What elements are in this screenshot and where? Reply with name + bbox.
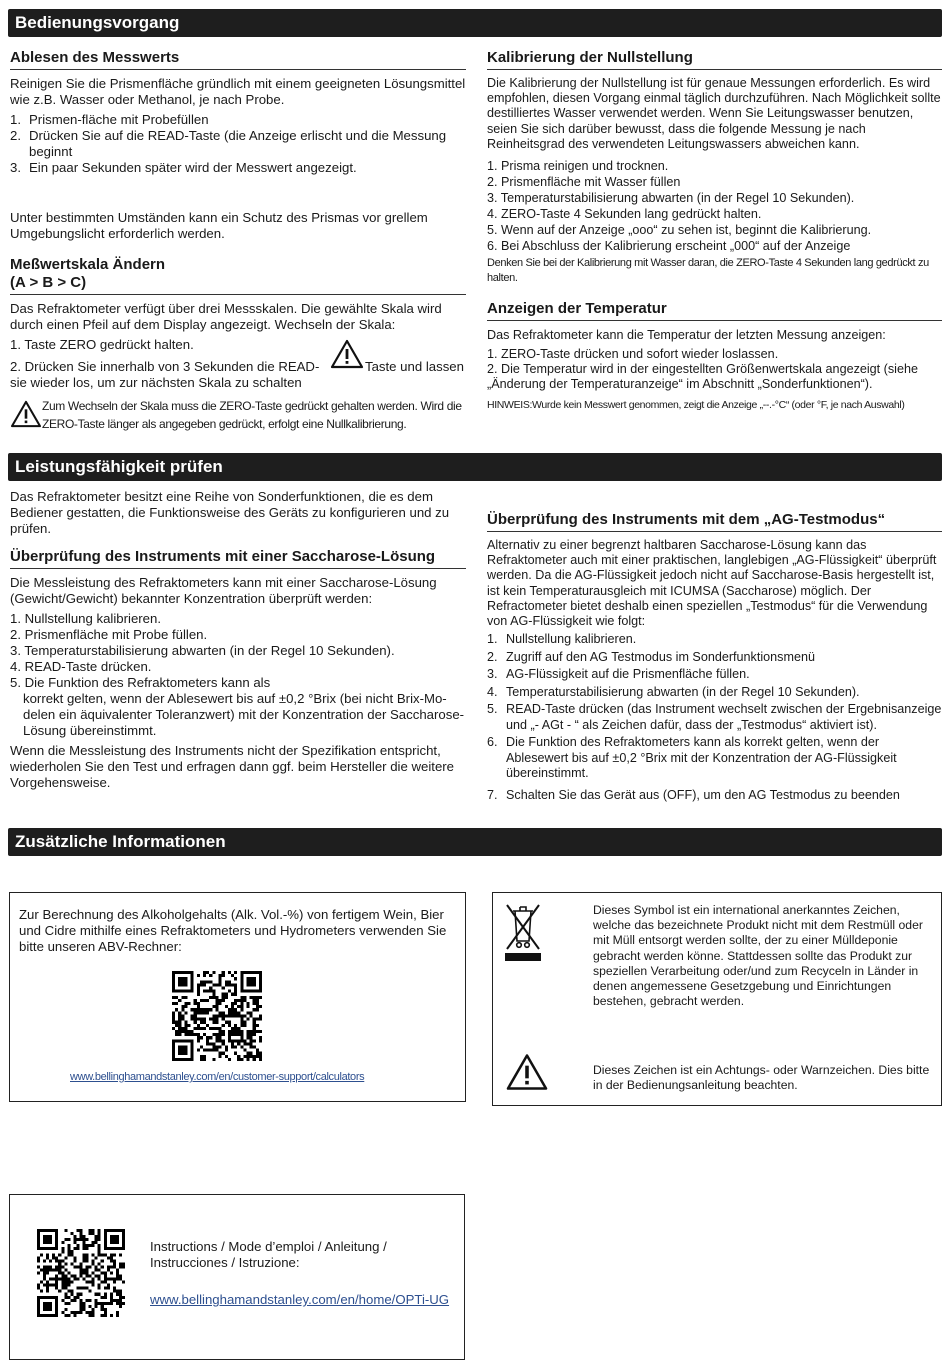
ag-title: Überprüfung des Instruments mit dem „AG-Testmodus“ — [487, 511, 942, 532]
list-item-text: Prismen-fläche mit Probefüllen — [29, 112, 209, 127]
zero-note: Denken Sie bei der Kalibrierung mit Wasser daran, die ZERO-Taste 4 Sekunden lang gedrückt zu halten. — [487, 257, 929, 285]
sucrose-intro: Die Messleistung des Refraktometers kann mit einer Saccharose-Lösung (Gewicht/Gewicht) bekannter Konzentration überprüft werden: — [10, 575, 437, 606]
symbols-box — [492, 892, 942, 1106]
scale-step-2 — [10, 359, 466, 391]
list-item-text: AG-Flüssigkeit auf die Prismenfläche füllen. — [506, 667, 750, 682]
scale-step-1: 1. Taste ZERO gedrückt halten. — [10, 337, 194, 352]
list-item — [487, 667, 942, 683]
reading-section — [10, 49, 466, 433]
list-item-text: Drücken Sie auf die READ-Taste (die Anzeige erlischt und die Messung beginnt — [29, 128, 447, 159]
scale-step-2b-head: Taste und lassen — [365, 359, 464, 374]
list-item — [10, 160, 466, 176]
list-item-text: Schalten Sie das Gerät aus (OFF), um den AG Testmodus zu beenden — [506, 787, 900, 802]
scale-title: Meßwertskala Ändern — [10, 256, 166, 273]
section-header-performance: Leistungsfähigkeit prüfen — [8, 453, 942, 481]
list-item-number: 2. — [487, 649, 498, 664]
instructions-text: Instructions / Mode d’emploi / Anleitung / Instrucciones / Istruzione: — [150, 1239, 387, 1270]
list-item — [487, 735, 942, 782]
list-item-number: 3. — [487, 667, 498, 682]
warning-icon — [10, 400, 42, 428]
ag-steps — [487, 632, 942, 803]
sucrose-step5-cont: korrekt gelten, wenn der Ablesewert bis auf ±0,2 °Brix (bei nicht Brix-Mo-delen ein äquivalenter Toleranzwert) mit der Konzentration der Saccharose-Lösung übereinstimmt. — [23, 691, 465, 738]
weee-bin-icon — [503, 901, 543, 963]
abv-box — [9, 892, 466, 1102]
list-item: 3. Temperaturstabilisierung abwarten (in der Regel 10 Sekunden). — [487, 191, 855, 206]
list-item — [10, 128, 466, 160]
qr-code-instructions — [37, 1229, 125, 1317]
temperature-intro: Das Refraktometer kann die Temperatur der letzten Messung anzeigen: — [487, 328, 886, 343]
abv-text: Zur Berechnung des Alkoholgehalts (Alk. Vol.-%) von fertigem Wein, Bier und Cidre mithilfe eines Refraktometers und Hydrometers verwenden Sie bitte unseren ABV-Rechner: — [19, 907, 447, 954]
ag-section — [487, 511, 942, 805]
list-item-number: 6. — [487, 735, 498, 750]
scale-step-2a: 2. Drücken Sie innerhalb von 3 Sekunden die READ- — [10, 359, 320, 374]
performance-intro: Das Refraktometer besitzt eine Reihe von Sonderfunktionen, die es dem Bediener gestatten, die Funktionsweise des Geräts zu konfigurieren und zu prüfen. — [10, 489, 450, 536]
list-item: 1. ZERO-Taste drücken und sofort wieder loslassen. — [487, 347, 779, 362]
warning-icon — [330, 339, 364, 369]
scale-step-2b-tail: sie wieder los, um zur nächsten Skala zu schalten — [10, 375, 302, 390]
list-item: 1. Nullstellung kalibrieren. — [10, 611, 161, 626]
warning-symbol-text: Dieses Zeichen ist ein Achtungs- oder Warnzeichen. Dies bitte in der Bedienungsanleitung beachten. — [593, 1063, 930, 1093]
instructions-box — [9, 1194, 465, 1360]
list-item-number: 5. — [487, 702, 498, 717]
list-item — [487, 650, 942, 666]
list-item-number: 1. — [10, 112, 21, 127]
list-item: 4. READ-Taste drücken. — [10, 659, 152, 674]
zero-steps — [487, 158, 942, 254]
scale-title-2: (A > B > C) — [10, 274, 466, 295]
list-item — [10, 112, 466, 128]
list-item — [487, 702, 942, 733]
list-item-text: Die Funktion des Refraktometers kann als korrekt gelten, wenn der Ablesewert bis auf ±0,2 °Brix mit der Konzentration der AG-Flüssigkeit übereinstimmt. — [506, 735, 897, 781]
list-item: 1. Prisma reinigen und trocknen. — [487, 159, 669, 174]
list-item: 2. Prismenfläche mit Wasser füllen — [487, 175, 681, 190]
list-item: 3. Temperaturstabilisierung abwarten (in der Regel 10 Sekunden). — [10, 643, 395, 658]
temperature-title: Anzeigen der Temperatur — [487, 300, 942, 321]
zero-section — [487, 49, 942, 413]
abv-link[interactable]: www.bellinghamandstanley.com/en/customer-support/calculators — [70, 1071, 365, 1083]
section-header-additional: Zusätzliche Informationen — [8, 828, 942, 856]
reading-title: Ablesen des Messwerts — [10, 49, 466, 70]
scale-warning-text: Zum Wechseln der Skala muss die ZERO-Taste gedrückt gehalten werden. Wird die ZERO-Taste länger als angegeben gedrückt, erfolgt eine Nullkalibrierung. — [42, 399, 462, 431]
list-item: 2. Prismenfläche mit Probe füllen. — [10, 627, 208, 642]
reading-intro: Reinigen Sie die Prismenfläche gründlich mit einem geeigneten Lösungsmittel wie z.B. Wasser oder Methanol, je nach Probe. — [10, 76, 466, 107]
section-header-operation: Bedienungsvorgang — [8, 9, 942, 37]
list-item-text: Temperaturstabilisierung abwarten (in der Regel 10 Sekunden). — [506, 684, 860, 699]
list-item-text: Zugriff auf den AG Testmodus im Sonderfunktionsmenü — [506, 649, 815, 664]
list-item: 2. Die Temperatur wird in der eingestellten Größenwertskala angezeigt (siehe „Änderung der Temperaturanzeige“ im Abschnitt „Sonderfunktionen“). — [487, 362, 918, 392]
list-item-text: Nullstellung kalibrieren. — [506, 632, 637, 647]
zero-title: Kalibrierung der Nullstellung — [487, 49, 942, 70]
list-item-number: 2. — [10, 128, 21, 143]
qr-code-abv — [172, 971, 262, 1061]
list-item: 5. Wenn auf der Anzeige „ooo“ zu sehen ist, beginnt die Kalibrierung. — [487, 223, 872, 238]
list-item — [487, 632, 942, 648]
list-item-number: 3. — [10, 160, 21, 175]
sucrose-title: Überprüfung des Instruments mit einer Saccharose-Lösung — [10, 548, 466, 569]
weee-text: Dieses Symbol ist ein international anerkanntes Zeichen, welche das bezeichnete Produkt nicht mit dem Restmüll oder mit Müll entsorgt werden sollte, der zu einer Mülldeponie gebracht werden könne. Stattdessen sollte das Produkt zur speziellen Verarbeitung oder/und zum Recyceln in Länder in denen angemessene Gesetzgebung und Einrichtungen bestehen, gebracht werden. — [593, 903, 923, 1009]
list-item-number: 4. — [487, 684, 498, 699]
scale-warning — [10, 397, 466, 433]
ag-intro: Alternativ zu einer begrenzt haltbaren Saccharose-Lösung kann das Refraktometer auch mit einer praktischen, langlebigen „AG-Flüssigkeit“ überprüft werden. Da die AG-Flüssigkeit jedoch nicht auf Saccharose-Basis hergestellt ist, ist kein Temperaturausgleich mit ICUMSA (Saccharose) möglich. Der Refractometer bietet deshalb einen speziellen „Testmodus“ für die Verwendung von AG-Flüssigkeit wie folgt: — [487, 538, 937, 629]
temperature-note: HINWEIS:Wurde kein Messwert genommen, zeigt die Anzeige „--.-°C“ (oder °F, je nach Auswahl) — [487, 399, 905, 412]
scale-intro: Das Refraktometer verfügt über drei Messskalen. Die gewählte Skala wird durch einen Pfeil auf dem Display angezeigt. Wechseln der Skala: — [10, 301, 442, 332]
sucrose-section — [10, 489, 466, 791]
list-item-number: 7. — [487, 787, 498, 802]
list-item — [487, 788, 942, 804]
list-item: 6. Bei Abschluss der Kalibrierung erscheint „000“ auf der Anzeige — [487, 239, 851, 254]
list-item: 4. ZERO-Taste 4 Sekunden lang gedrückt halten. — [487, 207, 762, 222]
list-item — [487, 685, 942, 701]
list-item: 5. Die Funktion des Refraktometers kann als — [10, 675, 271, 690]
list-item-text: READ-Taste drücken (das Instrument wechselt zwischen der Ergebnisanzeige und „- AGt - “ als Zeichen dafür, dass der „Testmodus“ aktiviert ist). — [506, 702, 942, 732]
sucrose-steps — [10, 611, 466, 691]
warning-icon — [505, 1053, 549, 1091]
instructions-link[interactable]: www.bellinghamandstanley.com/en/home/OPTi-UG — [150, 1292, 450, 1307]
zero-intro: Die Kalibrierung der Nullstellung ist für genaue Messungen erforderlich. Es wird empfohlen, diesen Vorgang einmal täglich durchzuführen. Nach Möglichkeit sollte destilliertes Wasser verwendet werden. Wenn Sie Leitungswasser benutzen, seien Sie sich darüber bewusst, dass die folgende Messung je nach Reinheitsgrad des verwendeten Leitungswassers abweichen kann. — [487, 76, 941, 151]
list-item-number: 1. — [487, 632, 498, 647]
reading-note: Unter bestimmten Umständen kann ein Schutz des Prismas vor grellem Umgebungslicht erforderlich werden. — [10, 210, 428, 241]
list-item-text: Ein paar Sekunden später wird der Messwert angezeigt. — [29, 160, 357, 175]
temperature-steps — [487, 347, 942, 392]
reading-steps — [10, 112, 466, 176]
sucrose-outro: Wenn die Messleistung des Instruments nicht der Spezifikation entspricht, wiederholen Sie den Test und erfragen dann ggf. beim Hersteller die weitere Vorgehensweise. — [10, 743, 455, 790]
